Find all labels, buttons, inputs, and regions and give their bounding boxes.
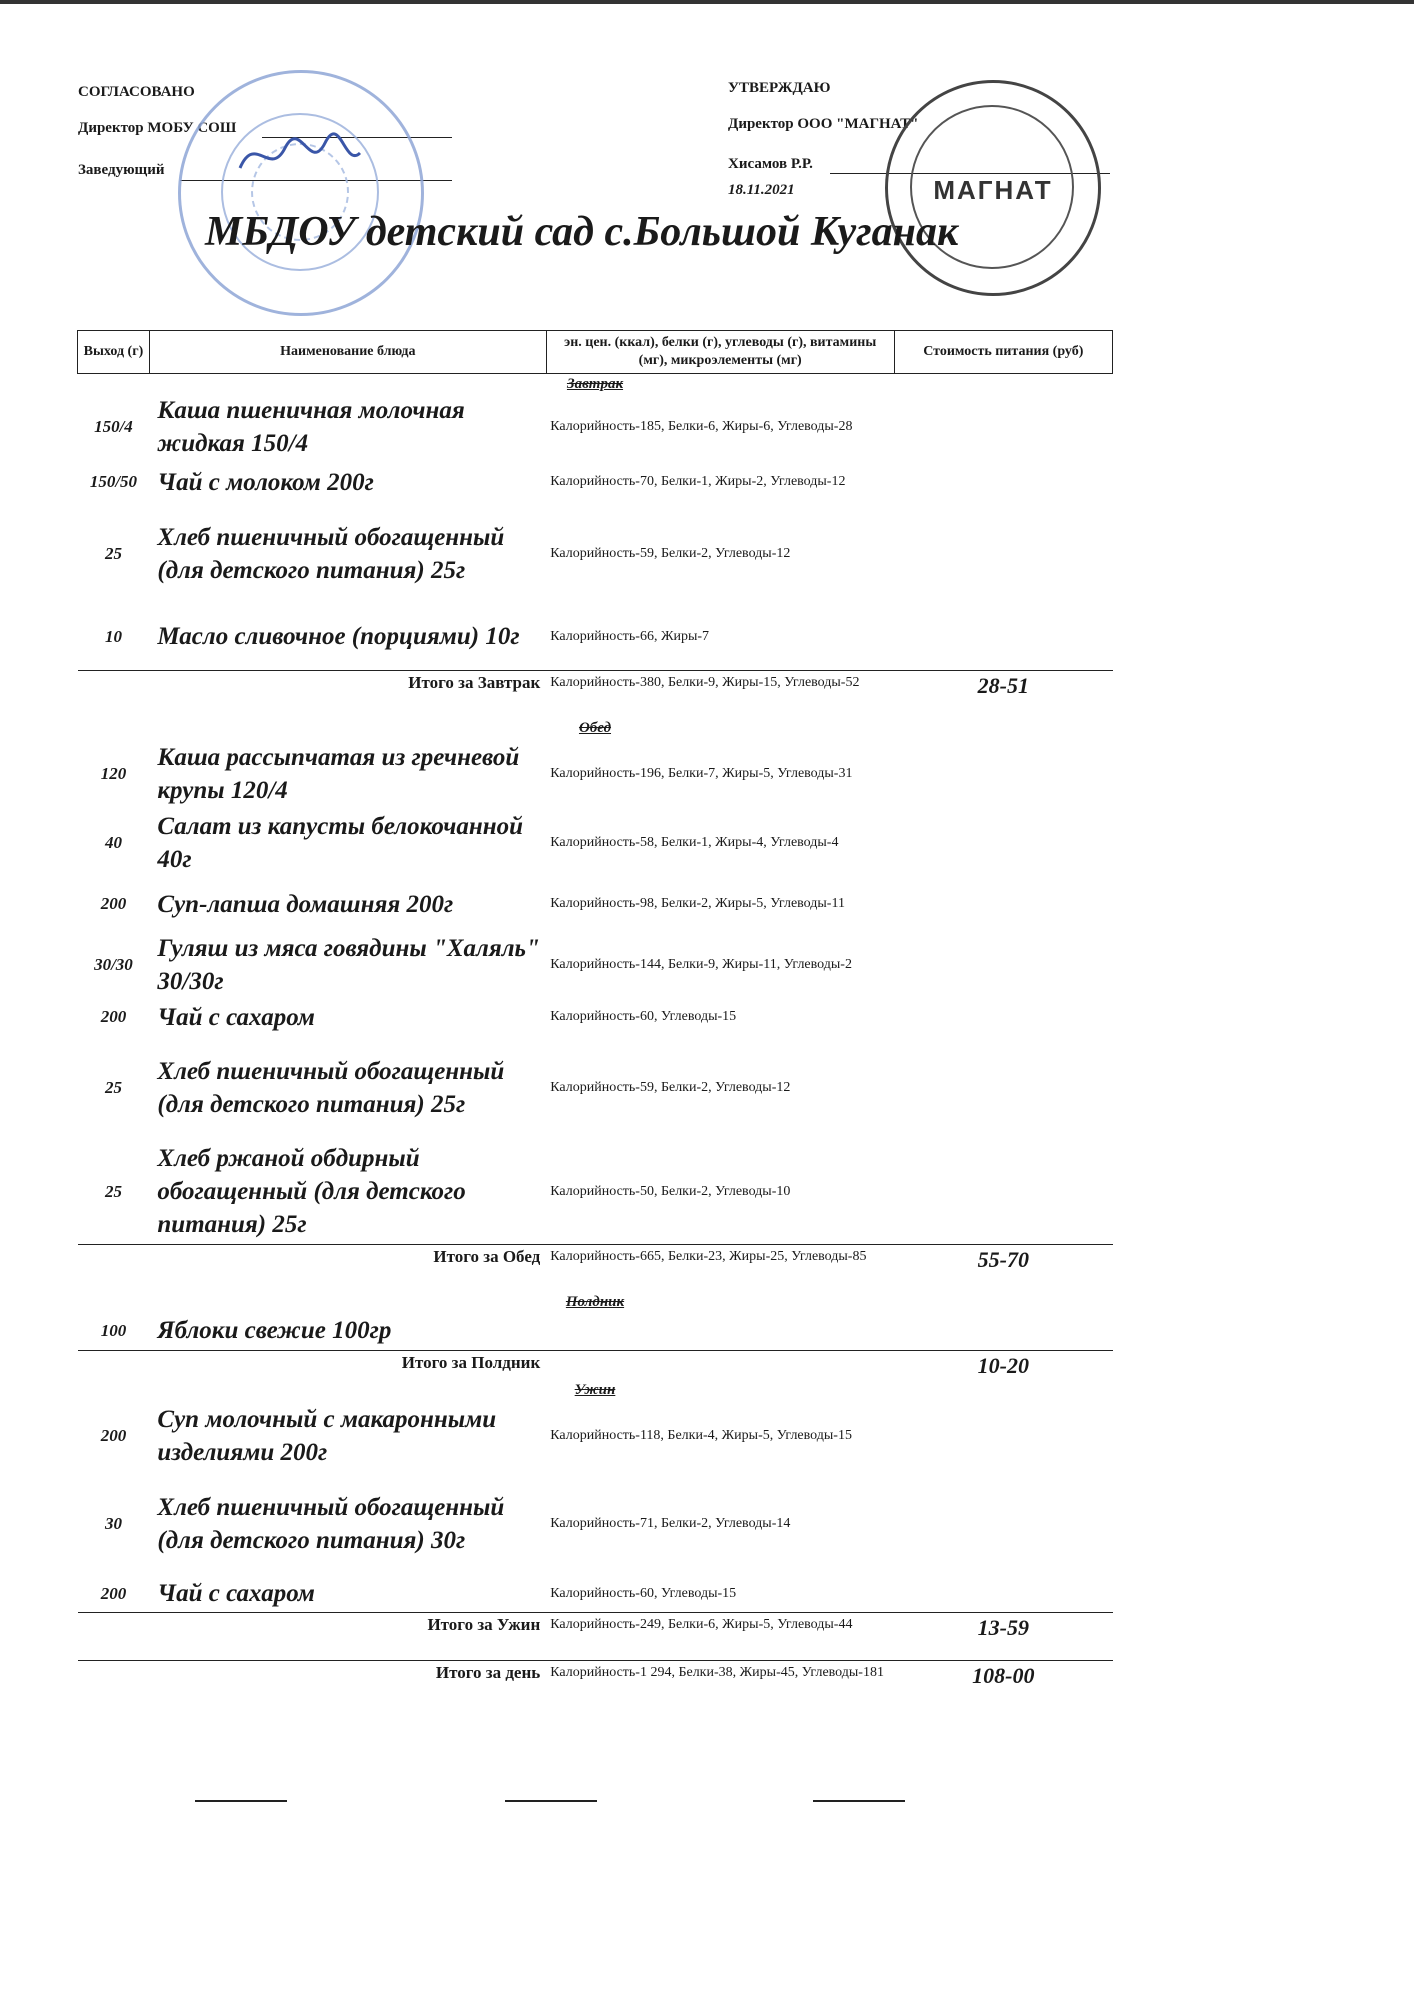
- weight-cell: 120: [100, 764, 127, 783]
- dish-cell: Масло сливочное (порциями) 10г: [157, 623, 520, 651]
- table-row: [78, 1576, 1113, 1612]
- total-row-snack: [78, 1350, 1113, 1380]
- weight-cell: 100: [100, 1320, 127, 1340]
- total-label: Итого за Полдник: [78, 1350, 547, 1380]
- agreed-director: Директор МОБУ СОШ: [78, 120, 237, 136]
- total-row-lunch: [78, 1244, 1113, 1292]
- nutrition-cell: Калорийность-60, Углеводы-15: [550, 1585, 737, 1601]
- dish-cell: Гуляш из мяса говядины "Халяль" 30/30г: [157, 935, 540, 995]
- dish-cell: Хлеб ржаной обдирный обогащенный (для детского питания) 25г: [157, 1145, 466, 1239]
- total-nutrition: Калорийность-1 294, Белки-38, Жиры-45, Углеводы-181: [546, 1660, 894, 1708]
- table-row: [78, 394, 1113, 460]
- table-row: [78, 1472, 1113, 1576]
- dish-cell: Чай с сахаром: [157, 1580, 315, 1608]
- total-label: Итого за Обед: [78, 1244, 547, 1292]
- total-row-breakfast: [78, 670, 1113, 718]
- dish-cell: Чай с молоком 200г: [157, 468, 374, 496]
- menu-table: [77, 330, 1113, 1708]
- approve-director: Директор ООО "МАГНАТ": [728, 116, 919, 132]
- section-lunch: Обед: [578, 719, 612, 736]
- nutrition-cell: Калорийность-59, Белки-2, Углеводы-12: [550, 546, 791, 561]
- weight-cell: 150/50: [89, 472, 138, 491]
- total-nutrition: [546, 1350, 894, 1380]
- signature: [235, 128, 365, 183]
- signature-line-3: [813, 1800, 905, 1802]
- weight-cell: 200: [100, 1007, 127, 1026]
- nutrition-cell: Калорийность-71, Белки-2, Углеводы-14: [550, 1516, 791, 1531]
- nutrition-cell: Калорийность-58, Белки-1, Жиры-4, Углеводы-4: [550, 835, 839, 850]
- stamp-brand: МАГНАТ: [933, 175, 1053, 205]
- nutrition-cell: Калорийность-98, Белки-2, Жиры-5, Углеводы-11: [550, 896, 845, 911]
- total-label: Итого за Ужин: [78, 1612, 547, 1660]
- approve-date: 18.11.2021: [728, 182, 795, 198]
- dish-cell: Яблоки свежие 100гр: [157, 1317, 392, 1345]
- weight-cell: 10: [104, 626, 122, 646]
- weight-cell: 150/4: [94, 417, 133, 436]
- total-cost: 28-51: [894, 670, 1112, 718]
- section-snack: Полдник: [565, 1293, 625, 1310]
- page-title: МБДОУ детский сад с.Большой Куганак: [205, 209, 959, 255]
- col-weight-header: Выход (г): [78, 331, 150, 374]
- dish-cell: Хлеб пшеничный обогащенный (для детского питания) 25г: [157, 524, 505, 584]
- weight-cell: 30: [104, 1514, 122, 1533]
- table-row: [78, 932, 1113, 998]
- dish-cell: Каша рассыпчатая из гречневой крупы 120/4: [157, 744, 520, 804]
- nutrition-cell: Калорийность-196, Белки-7, Жиры-5, Углеводы-31: [550, 766, 853, 781]
- nutrition-cell: Калорийность-50, Белки-2, Углеводы-10: [550, 1183, 791, 1199]
- school-stamp: [178, 70, 424, 316]
- nutrition-cell: [546, 1312, 894, 1350]
- scan-top-edge: [0, 0, 1414, 4]
- total-label: Итого за день: [78, 1660, 547, 1708]
- col-cost-header: Стоимость питания (руб): [894, 331, 1112, 374]
- company-stamp: [885, 80, 1101, 296]
- weight-cell: 25: [104, 544, 122, 563]
- table-row: [78, 604, 1113, 670]
- table-row: [78, 460, 1113, 504]
- total-row-dinner: [78, 1612, 1113, 1660]
- approve-name: Хисамов Р.Р.: [728, 156, 813, 172]
- nutrition-cell: Калорийность-59, Белки-2, Углеводы-12: [550, 1080, 791, 1095]
- total-cost: 108-00: [894, 1660, 1112, 1708]
- total-cost: 10-20: [894, 1350, 1112, 1380]
- dish-cell: Чай с сахаром: [157, 1003, 315, 1031]
- dish-cell: Каша пшеничная молочная жидкая 150/4: [157, 397, 465, 457]
- total-cost: 55-70: [894, 1244, 1112, 1292]
- weight-cell: 40: [104, 833, 122, 852]
- table-row: [78, 998, 1113, 1036]
- dish-cell: Хлеб пшеничный обогащенный (для детского питания) 30г: [157, 1494, 505, 1554]
- nutrition-cell: Калорийность-144, Белки-9, Жиры-11, Углеводы-2: [550, 957, 852, 972]
- col-nutrition-header: эн. цен. (ккал), белки (г), углеводы (г), витамины (мг), микроэлементы (мг): [546, 331, 894, 374]
- table-row: [78, 810, 1113, 876]
- weight-cell: 200: [100, 894, 127, 913]
- total-cost: 13-59: [894, 1612, 1112, 1660]
- total-label: Итого за Завтрак: [78, 670, 547, 718]
- table-row: [78, 1140, 1113, 1244]
- total-nutrition: Калорийность-249, Белки-6, Жиры-5, Углеводы-44: [546, 1612, 894, 1660]
- signature-line-1: [195, 1800, 287, 1802]
- dish-cell: Хлеб пшеничный обогащенный (для детского питания) 25г: [157, 1058, 505, 1118]
- weight-cell: 30/30: [94, 955, 133, 974]
- table-row: [78, 1036, 1113, 1140]
- weight-cell: 25: [104, 1078, 122, 1097]
- nutrition-cell: Калорийность-60, Углеводы-15: [550, 1009, 737, 1024]
- total-nutrition: Калорийность-380, Белки-9, Жиры-15, Углеводы-52: [546, 670, 894, 718]
- total-nutrition: Калорийность-665, Белки-23, Жиры-25, Углеводы-85: [546, 1244, 894, 1292]
- dish-cell: Суп-лапша домашняя 200г: [157, 890, 454, 918]
- nutrition-cell: Калорийность-118, Белки-4, Жиры-5, Углеводы-15: [550, 1428, 852, 1443]
- section-dinner: Ужин: [574, 1381, 616, 1398]
- total-row-day: [78, 1660, 1113, 1708]
- dish-cell: Салат из капусты белокочанной 40г: [157, 813, 523, 873]
- col-dish-header: Наименование блюда: [149, 331, 546, 374]
- table-row: [78, 1312, 1113, 1350]
- table-row: [78, 1400, 1113, 1472]
- weight-cell: 25: [104, 1181, 122, 1201]
- nutrition-cell: Калорийность-185, Белки-6, Жиры-6, Углеводы-28: [550, 419, 853, 434]
- table-row: [78, 504, 1113, 604]
- table-row: [78, 738, 1113, 810]
- table-row: [78, 876, 1113, 932]
- agreed-head: Заведующий: [78, 162, 165, 178]
- approve-title: УТВЕРЖДАЮ: [728, 80, 831, 96]
- agreed-title: СОГЛАСОВАНО: [78, 84, 195, 100]
- section-breakfast: Завтрак: [566, 375, 624, 392]
- weight-cell: 200: [100, 1426, 127, 1445]
- nutrition-cell: Калорийность-70, Белки-1, Жиры-2, Углеводы-12: [550, 474, 846, 489]
- signature-line-2: [505, 1800, 597, 1802]
- dish-cell: Суп молочный с макаронными изделиями 200г: [157, 1406, 497, 1466]
- nutrition-cell: Калорийность-66, Жиры-7: [550, 628, 710, 644]
- weight-cell: 200: [100, 1583, 127, 1603]
